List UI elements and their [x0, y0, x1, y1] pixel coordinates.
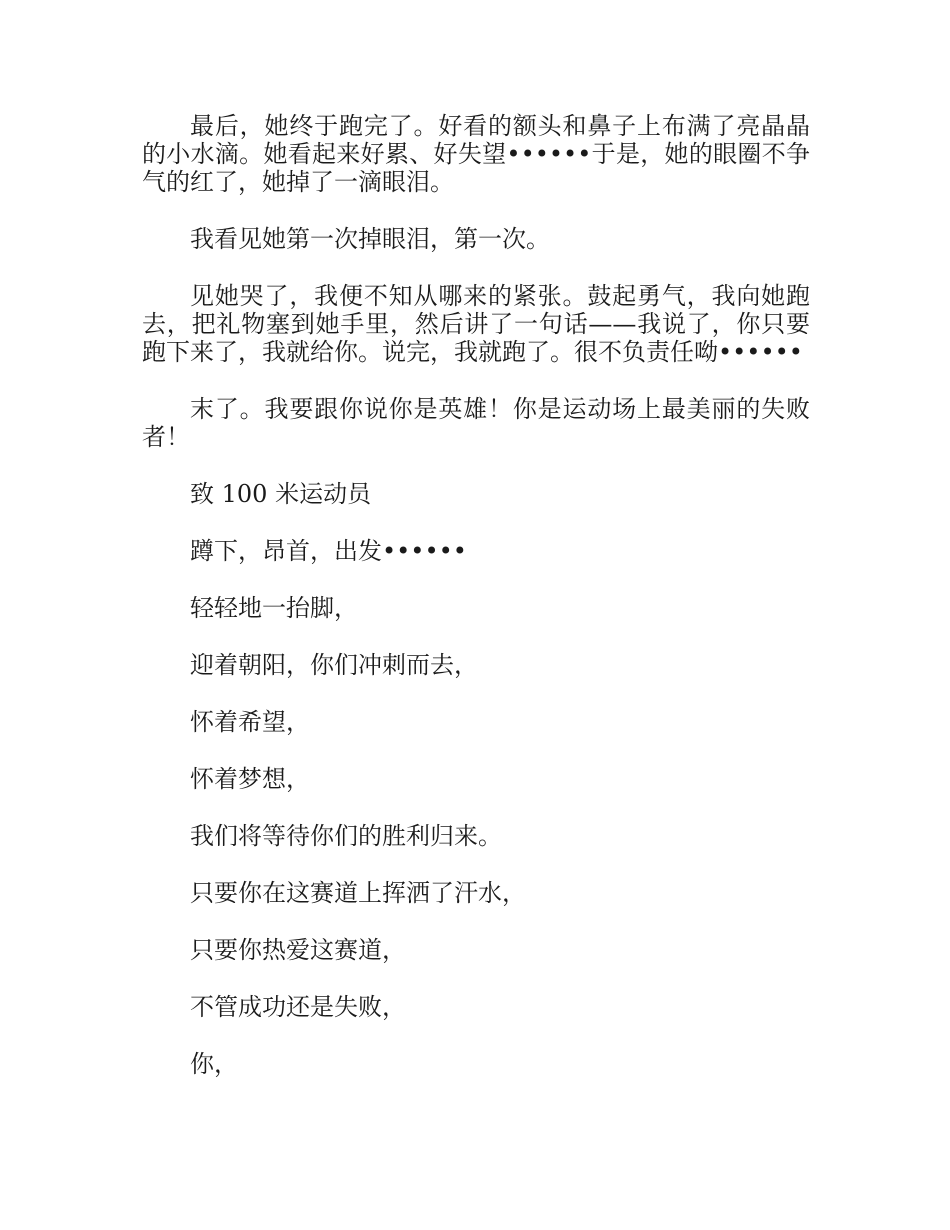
poem-line: 轻轻地一抬脚， [190, 594, 358, 622]
paragraph: 见她哭了，我便不知从哪来的紧张。鼓起勇气，我向她跑去，把礼物塞到她手里，然后讲了一句话——我说了，你只要跑下来了，我就给你。说完，我就跑了。很不负责任呦•••••• [142, 282, 810, 366]
poem-line: 只要你在这赛道上挥洒了汗水， [190, 879, 526, 907]
paragraph: 末了。我要跟你说你是英雄！你是运动场上最美丽的失败者！ [142, 395, 810, 451]
poem-line: 我们将等待你们的胜利归来。 [190, 822, 502, 850]
poem-line: 迎着朝阳，你们冲刺而去， [190, 651, 478, 679]
poem-line: 蹲下，昂首，出发•••••• [190, 537, 467, 565]
document-body [142, 112, 810, 1107]
paragraph: 最后，她终于跑完了。好看的额头和鼻子上布满了亮晶晶的小水滴。她看起来好累、好失望••••••于是，她的眼圈不争气的红了，她掉了一滴眼泪。 [142, 112, 810, 196]
poem-line: 只要你热爱这赛道， [190, 936, 406, 964]
poem-title: 致 100 米运动员 [190, 480, 372, 508]
paragraph: 我看见她第一次掉眼泪，第一次。 [190, 225, 550, 253]
poem-line: 怀着希望， [190, 708, 310, 736]
poem-line: 你， [190, 1050, 238, 1078]
poem-line: 怀着梦想， [190, 765, 310, 793]
poem-line: 不管成功还是失败， [190, 993, 406, 1021]
